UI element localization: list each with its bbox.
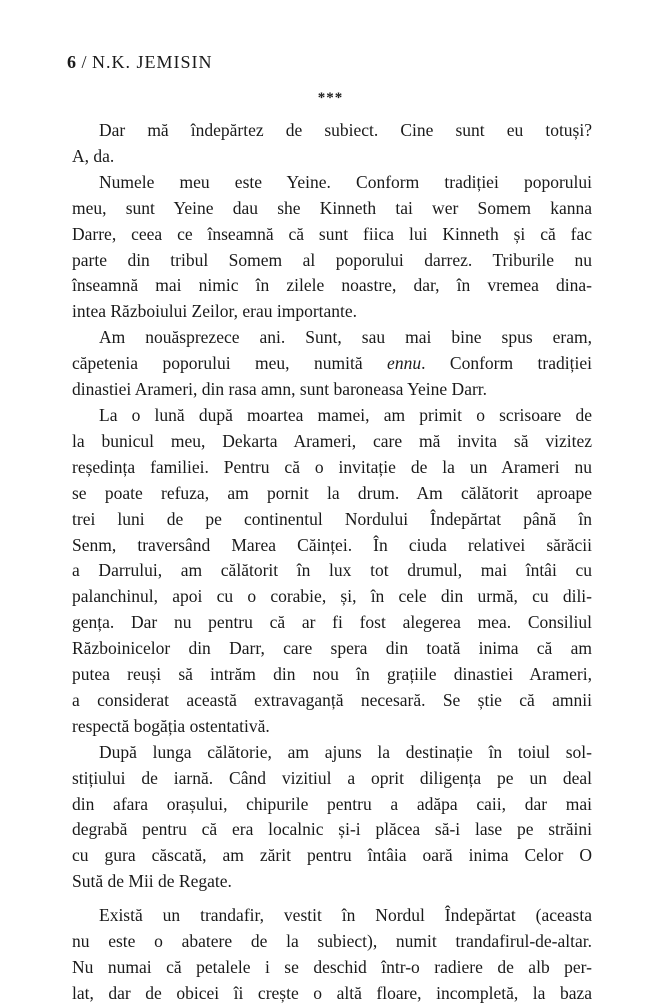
text-line: respectă bogăția ostentativă. bbox=[72, 715, 270, 736]
text-line: Dar mă îndepărtez de subiect. Cine sunt eu totuși? bbox=[99, 120, 592, 140]
paragraph-6 bbox=[72, 903, 592, 1007]
author-name: N.K. JEMISIN bbox=[92, 52, 213, 72]
text-line: cu gura căscată, am zărit pentru întâia oară inima Celor O bbox=[72, 845, 592, 866]
text-line: înseamnă mai nimic în zilele noastre, dar, în vremea dina- bbox=[72, 275, 592, 296]
text-line: Războinicelor din Darr, care spera din toată inima că am bbox=[72, 638, 592, 659]
paragraph-2 bbox=[72, 170, 592, 325]
text-line: a considerat această extravaganță necesară. Se știe că amnii bbox=[72, 689, 592, 710]
text-line: dinastiei Arameri, din rasa amn, sunt baroneasa Yeine Darr. bbox=[72, 379, 488, 400]
text-line: parte din tribul Somem al poporului darrez. Triburile nu bbox=[72, 249, 592, 270]
text-line: stițiului de iarnă. Când vizitiul a oprit diligența pe un deal bbox=[72, 767, 592, 788]
text-fragment: căpetenia poporului meu, numită bbox=[72, 353, 388, 374]
body-text bbox=[72, 118, 592, 1007]
text-line: a Darrului, am călătorit în lux tot drumul, mai întâi cu bbox=[72, 560, 592, 581]
text-line: Senm, traversând Marea Căinței. În ciuda relativei sărăcii bbox=[72, 534, 592, 555]
text-line: lat, dar de obicei îi crește o altă floare, incompletă, la baza bbox=[72, 982, 592, 1003]
text-line: putea reuși să intrăm din nou în grațiile dinastiei Arameri, bbox=[72, 664, 592, 685]
paragraph-4 bbox=[72, 403, 592, 740]
paragraph-5 bbox=[72, 740, 592, 895]
section-break: *** bbox=[317, 90, 344, 106]
text-line: trei luni de pe continentul Nordului Îndepărtat până în bbox=[72, 508, 592, 529]
text-line: gența. Dar nu pentru că ar fi fost alegerea mea. Consiliul bbox=[72, 612, 592, 633]
text-line: palanchinul, apoi cu o corabie, și, în cele din urmă, cu dili- bbox=[72, 586, 592, 607]
text-line: Darre, ceea ce înseamnă că sunt fiica lui Kinneth și că fac bbox=[72, 223, 592, 244]
text-fragment: . Conform tradiției bbox=[421, 353, 592, 374]
italic-term: ennu bbox=[387, 353, 422, 374]
header-separator: / bbox=[76, 52, 93, 72]
text-line bbox=[72, 351, 592, 377]
text-line: meu, sunt Yeine dau she Kinneth tai wer Somem kanna bbox=[72, 197, 592, 218]
paragraph-1 bbox=[72, 118, 592, 170]
text-line: la bunicul meu, Dekarta Arameri, care mă invita să vizitez bbox=[72, 430, 592, 451]
text-line: Am nouăsprezece ani. Sunt, sau mai bine spus eram, bbox=[99, 327, 592, 348]
text-line: din afara orașului, chipurile pentru a adăpa caii, dar mai bbox=[72, 793, 592, 814]
page-number: 6 bbox=[67, 52, 77, 72]
text-line: reședința familiei. Pentru că o invitație de la un Arameri nu bbox=[72, 456, 592, 477]
text-line: nu este o abatere de la subiect), numit trandafirul-de-altar. bbox=[72, 931, 592, 952]
text-line: Sută de Mii de Regate. bbox=[72, 871, 232, 892]
text-line: Nu numai că petalele i se deschid într-o radiere de alb per- bbox=[72, 957, 592, 977]
paragraph-3 bbox=[72, 325, 592, 403]
text-line: Numele meu este Yeine. Conform tradiției poporului bbox=[99, 171, 592, 192]
text-line: se poate refuza, am pornit la drum. Am călătorit aproape bbox=[72, 482, 592, 503]
running-header bbox=[67, 52, 213, 73]
text-line: A, da. bbox=[72, 145, 115, 166]
text-line: Există un trandafir, vestit în Nordul Îndepărtat (aceasta bbox=[99, 905, 592, 926]
text-line: degrabă pentru că era localnic și-i plăcea să-i lase pe străini bbox=[72, 819, 592, 840]
text-line: intea Războiului Zeilor, erau importante. bbox=[72, 301, 358, 322]
text-line: La o lună după moartea mamei, am primit o scrisoare de bbox=[99, 404, 592, 425]
text-line: După lunga călătorie, am ajuns la destinație în toiul sol- bbox=[99, 741, 592, 762]
